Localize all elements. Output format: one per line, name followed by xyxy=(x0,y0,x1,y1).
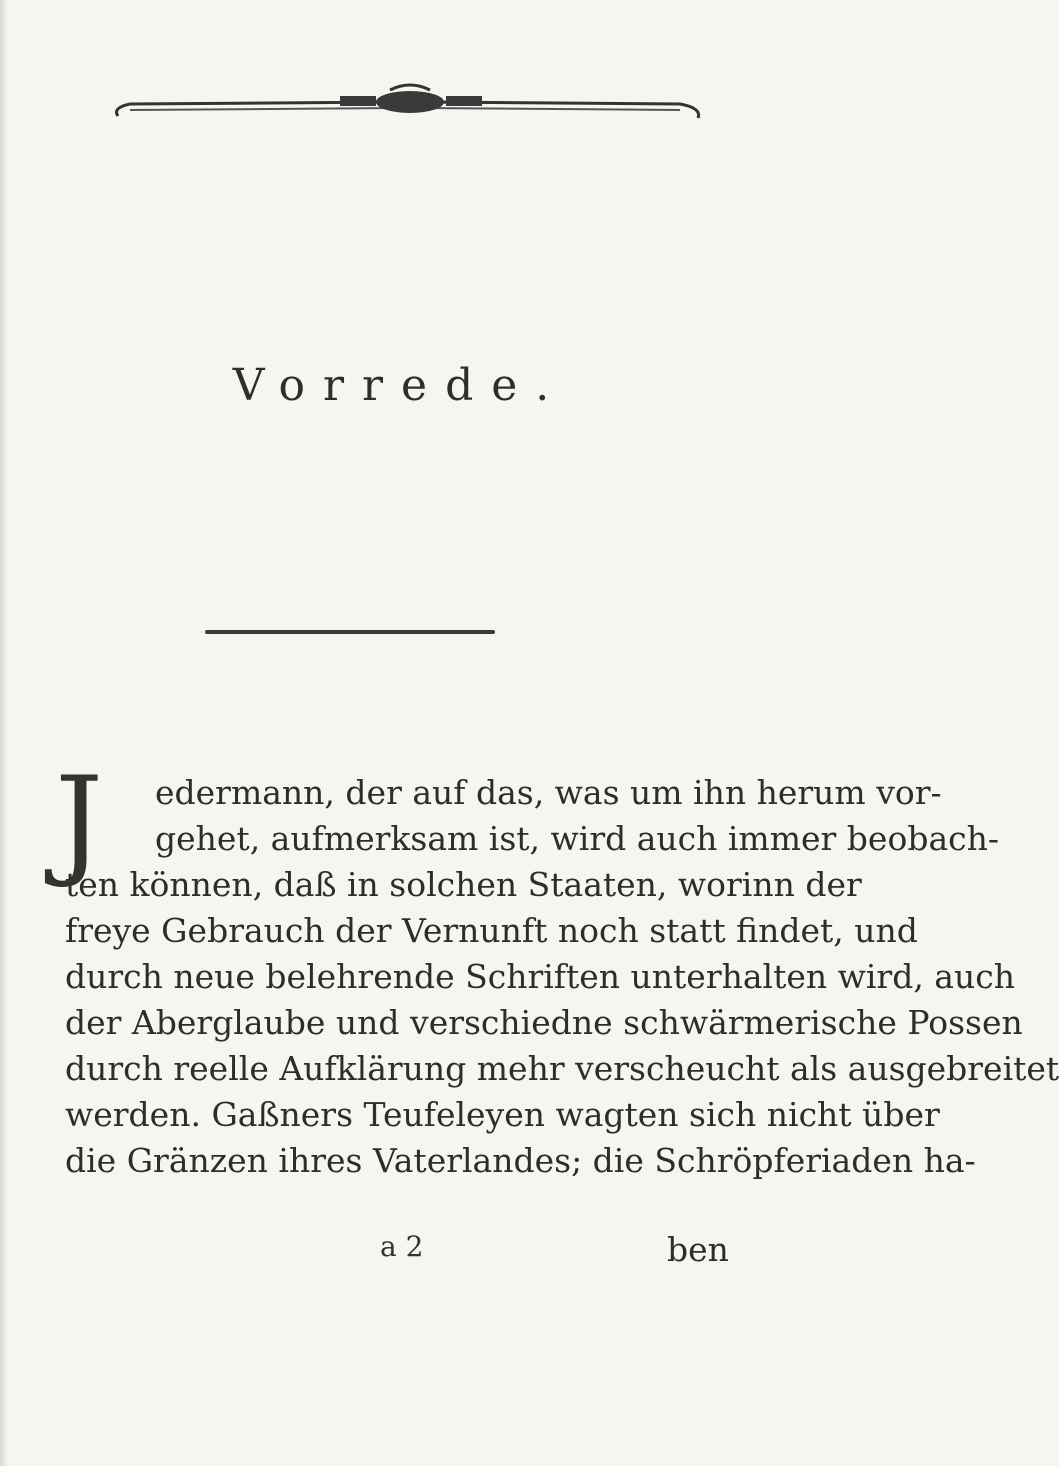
header-ornament xyxy=(110,78,710,122)
text-line: die Gränzen ihres Vaterlandes; die Schröpferiaden ha- xyxy=(65,1141,976,1180)
text-line: freye Gebrauch der Vernunft noch statt findet, und xyxy=(65,911,918,950)
text-line: gehet, aufmerksam ist, wird auch immer beobach- xyxy=(155,819,1000,858)
text-line: edermann, der auf das, was um ihn herum vor- xyxy=(155,773,942,812)
text-line: durch reelle Aufklärung mehr verscheucht als ausgebreitet xyxy=(65,1049,1059,1088)
text-line: durch neue belehrende Schriften unterhalten wird, auch xyxy=(65,957,1015,996)
drop-cap-initial: J xyxy=(55,752,104,891)
catchword: ben xyxy=(667,1230,729,1269)
text-line: der Aberglaube und verschiedne schwärmerische Possen xyxy=(65,1003,1023,1042)
page-title: Vorrede. xyxy=(232,360,568,411)
preface-paragraph xyxy=(55,752,1059,1184)
section-rule xyxy=(205,630,495,634)
text-line: ten können, daß in solchen Staaten, worinn der xyxy=(65,865,862,904)
ornament-border-graphic xyxy=(110,78,710,122)
signature-mark: a 2 xyxy=(380,1230,424,1263)
text-line: werden. Gaßners Teufeleyen wagten sich nicht über xyxy=(65,1095,940,1134)
page-footer xyxy=(0,1230,800,1280)
